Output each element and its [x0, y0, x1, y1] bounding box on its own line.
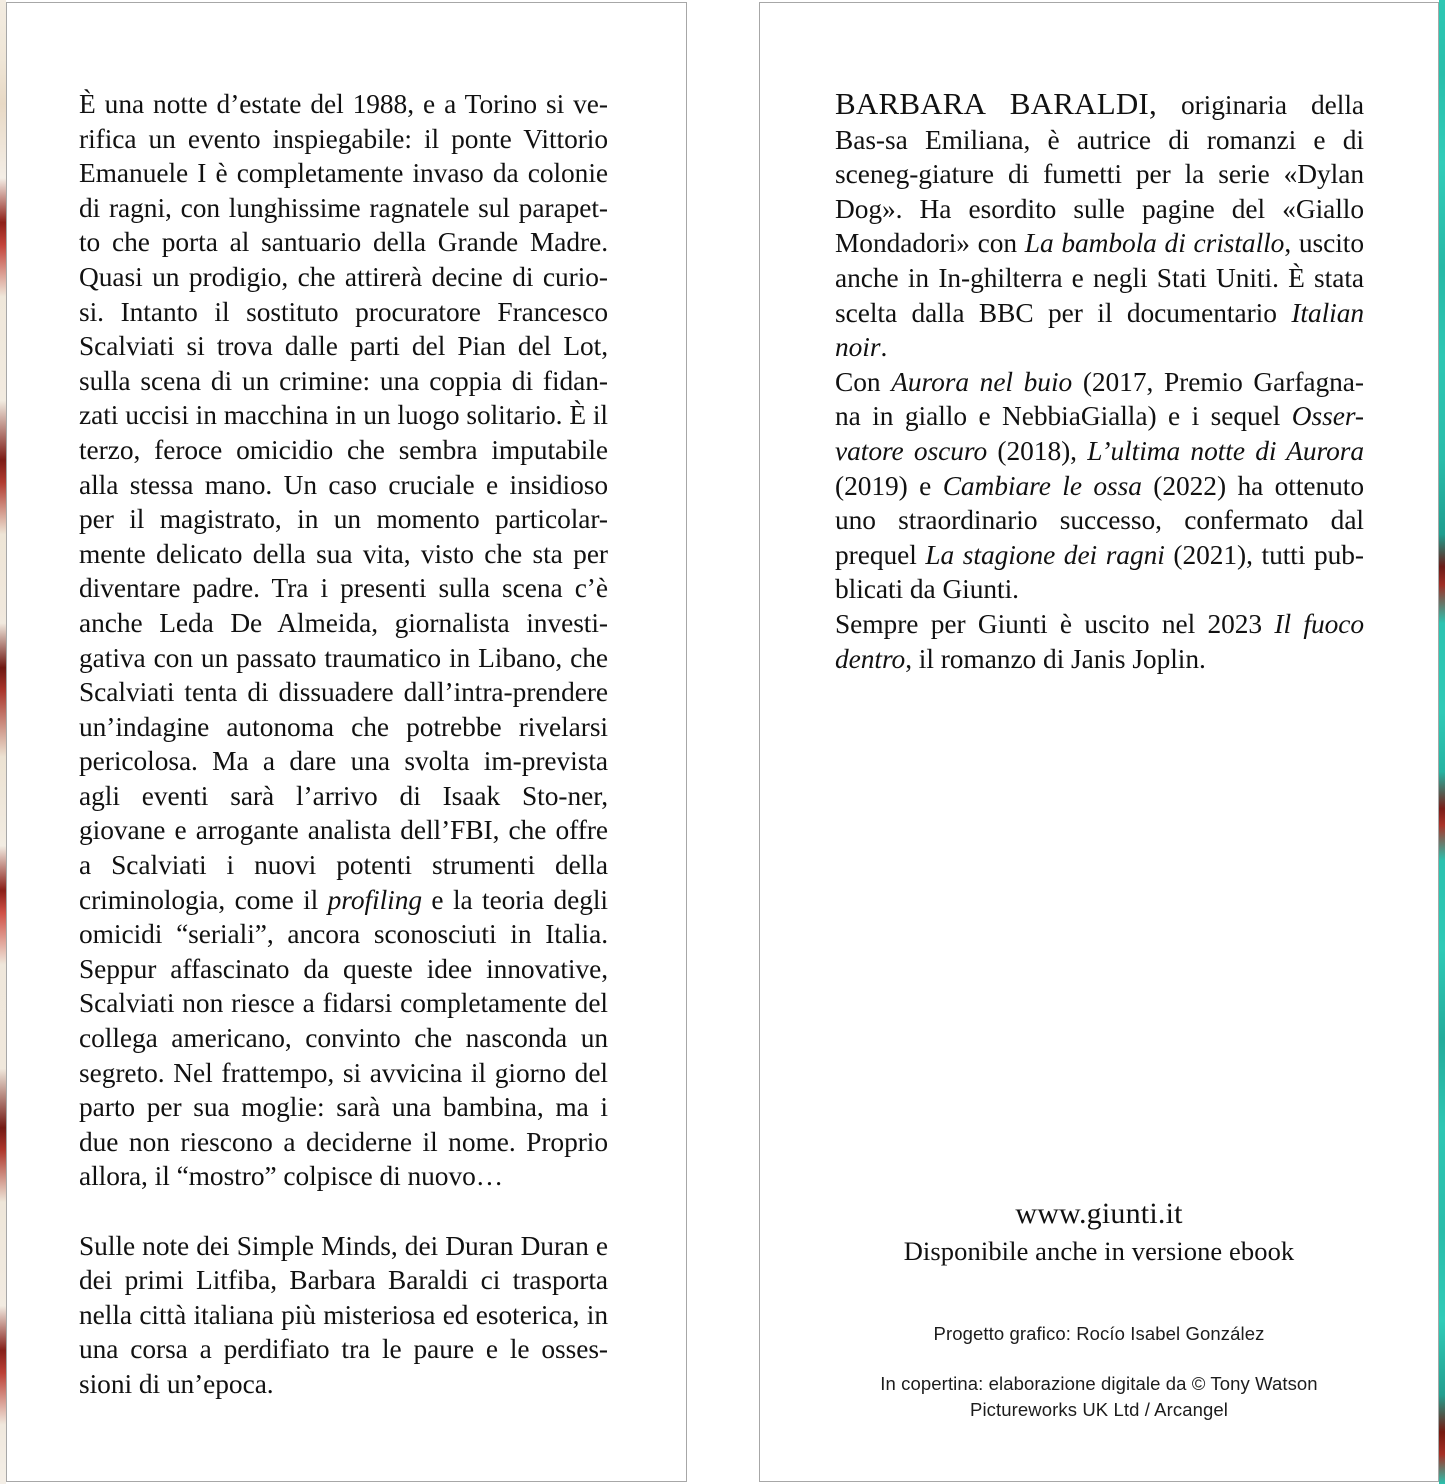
book-title-la-stagione-dei-ragni: La stagione dei ragni — [925, 539, 1165, 570]
blurb-paragraph-2: Sulle note dei Simple Minds, dei Duran Duran e dei primi Litfiba, Barbara Baraldi ci trasporta nella città italiana più misteriosa ed esoterica, in una corsa a perdifiato tra le paure e le osses-sioni di un’epoca. — [79, 1230, 608, 1399]
bio-p3-a: Sempre per Giunti è uscito nel 2023 — [835, 608, 1275, 639]
bio-p2-f: (2021), tutti pub-blicati da Giunti. — [835, 539, 1364, 605]
publisher-website[interactable]: www.giunti.it — [1015, 1197, 1183, 1230]
book-title-cambiare-le-ossa: Cambiare le ossa — [942, 470, 1142, 501]
book-title-il-fuoco-dentro: Il fuoco dentro — [835, 608, 1364, 674]
blurb-text-block — [79, 87, 608, 1402]
book-title-lultima-notte-di-aurora: L’ultima notte di Aurora — [1087, 435, 1364, 466]
book-title-la-bambola-di-cristallo: La bambola di cristallo — [1024, 228, 1285, 259]
documentary-title-italian-noir: Italian noir — [835, 297, 1364, 363]
author-bio-block — [835, 87, 1364, 676]
ebook-availability-note: Disponibile anche in versione ebook — [903, 1236, 1295, 1266]
right-cover-art-sliver — [1439, 0, 1445, 1484]
production-credits — [760, 1321, 1438, 1423]
bio-p2-c: (2018), — [987, 435, 1088, 466]
bio-p1-a: originaria della Bas-sa Emiliana, è autrice di romanzi e di sceneg-giature di fumetti per la serie «Dylan Dog». Ha esordito sulle pagine del «Giallo Mondadori» con — [835, 90, 1364, 259]
bio-p1-c: . — [880, 332, 888, 363]
credits-spacer — [760, 1347, 1438, 1371]
bio-p2-a: Con — [835, 366, 892, 397]
bio-p2-b: (2017, Premio Garfagna-na in giallo e NebbiaGialla) e i sequel — [835, 366, 1364, 432]
blurb-p1-part2: e la teoria degli omicidi “seriali”, ancora sconosciuti in Italia. Seppur affascinato da queste idee innovative, Scalviati non riesce a fidarsi completamente del collega americano, convinto che nasconda un segreto. Nel frattempo, si avvicina il giorno del parto per sua moglie: sarà una bambina, ma i due non riescono a deciderne il nome. Proprio allora, il “mostro” colpisce di nuovo… — [79, 884, 608, 1192]
bio-p3-b: , il romanzo di Janis Joplin. — [905, 643, 1206, 674]
bio-paragraph-1 — [835, 87, 1364, 365]
publisher-footer — [760, 1195, 1438, 1423]
bio-p2-e: (2022) ha ottenuto uno straordinario successo, confermato dal prequel — [835, 470, 1364, 570]
bio-paragraph-2 — [835, 365, 1364, 607]
blurb-paragraph-1 — [79, 87, 608, 1194]
cover-credit-line-2: Pictureworks UK Ltd / Arcangel — [970, 1399, 1228, 1420]
book-title-aurora-nel-buio: Aurora nel buio — [891, 366, 1073, 397]
bio-p2-d: (2019) e — [835, 470, 943, 501]
book-title-osservatore-oscuro: Osser-vatore oscuro — [835, 401, 1364, 466]
author-name: BARBARA BARALDI, — [835, 86, 1157, 121]
back-cover-panel — [6, 2, 687, 1482]
graphic-design-credit: Progetto grafico: Rocío Isabel González — [933, 1323, 1265, 1344]
blurb-p1-part1: È una notte d’estate del 1988, e a Torino si ve-rifica un evento inspiegabile: il ponte Vittorio Emanuele I è completamente invaso da colonie di ragni, con lunghissime ragnatele sul parapet-to che porta al santuario della Grande Madre. Quasi un prodigio, che attirerà decine di curio-si. Intanto il sostituto procuratore Francesco Scalviati si trova dalle parti del Pian del Lot, sulla scena di un crimine: una coppia di fidan-zati uccisi in macchina in un luogo solitario. È il terzo, feroce omicidio che sembra imputabile alla stessa mano. Un caso cruciale e insidioso per il magistrato, in un momento particolar-mente delicato della sua vita, visto che sta per diventare padre. Tra i presenti sulla scena c’è anche Leda De Almeida, giornalista investi-gativa con un passato traumatico in Libano, che Scalviati tenta di dissuadere dall’intra-prendere un’indagine autonoma che potrebbe rivelarsi pericolosa. Ma a dare una svolta im-prevista agli eventi sarà l’arrivo di Isaak Sto-ner, giovane e arrogante analista dell’FBI, che offre a Scalviati i nuovi potenti strumenti della criminologia, come il — [79, 89, 608, 915]
cover-credit-line-1: In copertina: elaborazione digitale da © Tony Watson — [880, 1373, 1318, 1394]
bio-p1-b: , uscito anche in In-ghilterra e negli Stati Uniti. È stata scelta dalla BBC per il documentario — [835, 228, 1364, 328]
bio-paragraph-3 — [835, 607, 1364, 676]
blurb-p1-italic-profiling: profiling — [327, 884, 423, 915]
author-flap-panel — [759, 2, 1439, 1482]
